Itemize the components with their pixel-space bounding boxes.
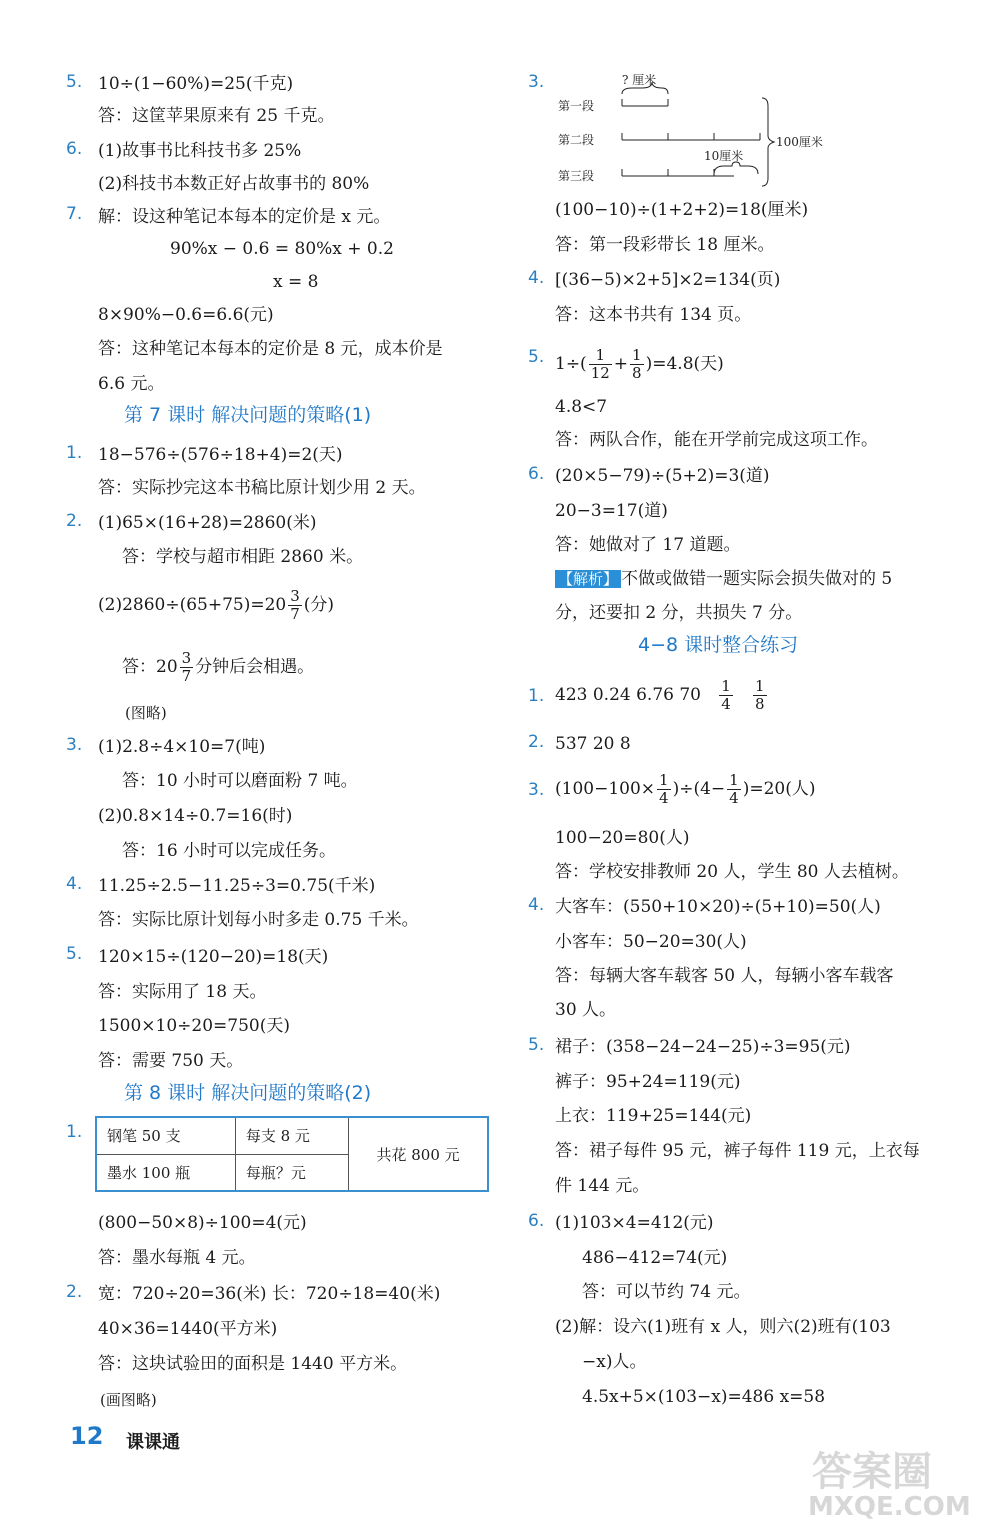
answer-line: 答：实际用了 18 天。 (98, 982, 267, 1002)
equation-text: (分) (303, 595, 335, 615)
answer-line: 答：这筐苹果原来有 25 千克。 (98, 106, 335, 126)
equation-text: (2)2860÷(65+75)=20 (98, 595, 287, 615)
item-number: 4. (528, 895, 545, 915)
equation-line: x = 8 (273, 272, 319, 292)
item-number: 2. (66, 1282, 83, 1302)
equation-line (555, 772, 815, 807)
analysis-line: 分，还要扣 2 分，共损失 7 分。 (555, 603, 803, 623)
section-heading: 第 7 课时 解决问题的策略(1) (124, 404, 372, 426)
watermark-url: MXQE.COM (808, 1492, 971, 1522)
answer-line: 答：她做对了 17 道题。 (555, 535, 741, 555)
equation-line: 裤子：95+24=119(元) (555, 1072, 741, 1092)
answer-line: 答：墨水每瓶 4 元。 (98, 1248, 256, 1268)
section-heading: 第 8 课时 解决问题的策略(2) (124, 1082, 372, 1104)
answer-text: 423 0.24 6.76 70 (555, 685, 701, 705)
table-cell: 每支 8 元 (235, 1117, 348, 1154)
equation-line: 40×36=1440(平方米) (98, 1319, 278, 1339)
fraction: $\frac{1}{4}$ (729, 771, 739, 807)
analysis-tag: 【解析】 (555, 570, 621, 588)
item-number: 7. (66, 204, 83, 224)
equation-text: + (613, 354, 629, 374)
equation-line: 486−412=74(元) (582, 1248, 728, 1268)
answer-line (555, 678, 769, 713)
answer-line: 答：这块试验田的面积是 1440 平方米。 (98, 1354, 408, 1374)
item-number: 1. (66, 1122, 83, 1142)
equation-text: )÷(4− (672, 779, 726, 799)
segment-label: 第三段 (558, 169, 595, 183)
fraction: $\frac{1}{12}$ (590, 346, 610, 382)
watermark-logo: 答案圈 (812, 1449, 932, 1495)
equation-line: (1)2.8÷4×10=7(吨) (98, 737, 266, 757)
equation-line: 大客车：(550+10×20)÷(5+10)=50(人) (555, 897, 881, 917)
solution-line: −x)人。 (582, 1352, 647, 1372)
table-cell: 钢笔 50 支 (96, 1117, 235, 1154)
answer-line: 答：裙子每件 95 元，裤子每件 119 元，上衣每 (555, 1141, 920, 1161)
note-line: (画图略) (100, 1391, 157, 1409)
equation-line: 宽：720÷20=36(米) 长：720÷18=40(米) (98, 1284, 441, 1304)
item-number: 5. (528, 347, 545, 367)
equation-line: 18−576÷(576÷18+4)=2(天) (98, 445, 343, 465)
equation-line: 120×15÷(120−20)=18(天) (98, 947, 329, 967)
answer-line: (1)故事书比科技书多 25% (98, 141, 302, 161)
item-number: 2. (528, 732, 545, 752)
equation-text: (100−100× (555, 779, 656, 799)
analysis-text: 不做或做错一题实际会损失做对的 5 (621, 569, 893, 589)
equation-text: )=20(人) (742, 779, 816, 799)
answer-text: 答：20 (122, 657, 178, 677)
fraction: $\frac{3}{7}$ (181, 649, 192, 685)
answer-line (122, 650, 314, 685)
answer-text: 分钟后会相遇。 (195, 657, 315, 677)
equation-line: 4.8<7 (555, 397, 608, 417)
equation-line: (20×5−79)÷(5+2)=3(道) (555, 466, 770, 486)
brace-ten (714, 162, 758, 174)
answer-line: 答：这本书共有 134 页。 (555, 305, 752, 325)
brand-name: 课课通 (126, 1432, 180, 1453)
equation-line: (800−50×8)÷100=4(元) (98, 1213, 307, 1233)
equation-line: (100−10)÷(1+2+2)=18(厘米) (555, 200, 809, 220)
answer-line: 答：学校与超市相距 2860 米。 (122, 547, 364, 567)
answer-line: 答：可以节约 74 元。 (582, 1282, 751, 1302)
answer-line: 6.6 元。 (98, 374, 165, 394)
analysis-line (555, 567, 892, 591)
item-number: 2. (66, 511, 83, 531)
equation-line: 8×90%−0.6=6.6(元) (98, 305, 274, 325)
equation-line: 10÷(1−60%)=25(千克) (98, 74, 294, 94)
answer-line: 答：实际抄完这本书稿比原计划少用 2 天。 (98, 478, 426, 498)
equation-line (555, 347, 724, 382)
answer-line: 答：16 小时可以完成任务。 (122, 841, 337, 861)
equation-line: (1)65×(16+28)=2860(米) (98, 513, 317, 533)
diagram-total-label: 100厘米 (776, 135, 823, 149)
answer-line: 答：学校安排教师 20 人，学生 80 人去植树。 (555, 862, 909, 882)
equation-line: 1500×10÷20=750(天) (98, 1016, 290, 1036)
answer-line: (2)科技书本数正好占故事书的 80% (98, 174, 370, 194)
brace-total (762, 98, 774, 186)
answer-line: 答：第一段彩带长 18 厘米。 (555, 235, 775, 255)
answer-line: 答：两队合作，能在开学前完成这项工作。 (555, 430, 878, 450)
equation-line: 裙子：(358−24−24−25)÷3=95(元) (555, 1037, 851, 1057)
equation-line: [(36−5)×2+5]×2=134(页) (555, 270, 781, 290)
item-number: 6. (66, 139, 83, 159)
table-cell: 每瓶？元 (235, 1154, 348, 1191)
equation-line: 4.5x+5×(103−x)=486 x=58 (582, 1387, 826, 1407)
segment-label: 第二段 (558, 133, 595, 147)
page-number: 12 (70, 1422, 104, 1450)
note-line: (图略) (125, 704, 167, 722)
answer-line: 答：实际比原计划每小时多走 0.75 千米。 (98, 910, 419, 930)
item-number: 1. (528, 686, 545, 706)
item-number: 6. (528, 1211, 545, 1231)
equation-line: 11.25÷2.5−11.25÷3=0.75(千米) (98, 876, 376, 896)
answer-line: 答：10 小时可以磨面粉 7 吨。 (122, 771, 358, 791)
data-table (95, 1116, 489, 1192)
solution-line: (2)解：设六(1)班有 x 人，则六(2)班有(103 (555, 1317, 891, 1337)
segment-diagram (550, 66, 840, 191)
item-number: 4. (528, 268, 545, 288)
table-cell: 墨水 100 瓶 (96, 1154, 235, 1191)
equation-line: 90%x − 0.6 = 80%x + 0.2 (170, 239, 394, 259)
fraction: $\frac{3}{7}$ (290, 587, 300, 623)
section-heading: 4−8 课时整合练习 (638, 634, 799, 656)
answer-line: 537 20 8 (555, 734, 631, 754)
item-number: 3. (66, 735, 83, 755)
equation-line: 100−20=80(人) (555, 828, 690, 848)
item-number: 4. (66, 874, 83, 894)
item-number: 5. (66, 944, 83, 964)
answer-line: 答：需要 750 天。 (98, 1051, 244, 1071)
fraction: $\frac{1}{8}$ (754, 677, 765, 713)
equation-line: (1)103×4=412(元) (555, 1213, 714, 1233)
equation-line: 20−3=17(道) (555, 501, 668, 521)
answer-line: 答：每辆大客车载客 50 人，每辆小客车载客 (555, 966, 894, 986)
diagram-ten-label: 10厘米 (704, 149, 744, 163)
equation-line: (2)0.8×14÷0.7=16(时) (98, 806, 293, 826)
equation-line (98, 588, 334, 623)
segment-label: 第一段 (558, 99, 595, 113)
item-number: 5. (528, 1035, 545, 1055)
equation-text: 1÷( (555, 354, 587, 374)
fraction: $\frac{1}{4}$ (721, 677, 731, 713)
item-number: 1. (66, 443, 83, 463)
table-cell: 共花 800 元 (349, 1117, 488, 1191)
solution-line: 解：设这种笔记本每本的定价是 x 元。 (98, 207, 391, 227)
equation-line: 小客车：50−20=30(人) (555, 932, 747, 952)
equation-line: 上衣：119+25=144(元) (555, 1106, 752, 1126)
item-number: 6. (528, 464, 545, 484)
answer-line: 30 人。 (555, 1000, 617, 1020)
diagram-question-label: ? 厘米 (622, 73, 657, 87)
fraction: $\frac{1}{8}$ (632, 346, 642, 382)
item-number: 3. (528, 72, 545, 92)
answer-line: 答：这种笔记本每本的定价是 8 元，成本价是 (98, 339, 443, 359)
answer-line: 件 144 元。 (555, 1176, 650, 1196)
item-number: 3. (528, 780, 545, 800)
fraction: $\frac{1}{4}$ (659, 771, 669, 807)
equation-text: )=4.8(天) (645, 354, 724, 374)
item-number: 5. (66, 72, 83, 92)
